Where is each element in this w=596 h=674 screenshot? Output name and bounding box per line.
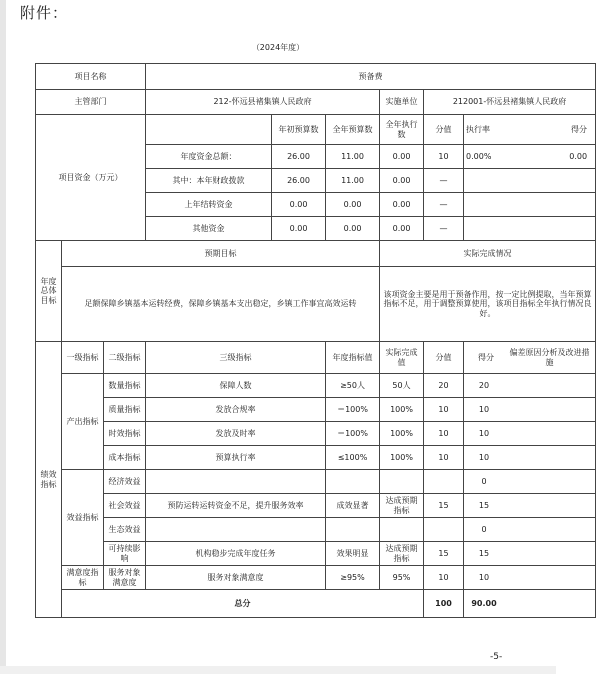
- indicator-score-cell: [464, 566, 596, 590]
- col-value: 分值: [424, 342, 464, 374]
- indicator-score-cell: [464, 422, 596, 446]
- department-row: [36, 90, 596, 115]
- indicator-value: 15: [424, 542, 464, 566]
- indicator-row: [36, 374, 596, 398]
- indicator-actual: 达成预期指标: [380, 494, 424, 518]
- indicator-score: 15: [478, 548, 490, 558]
- funds-empty: [464, 169, 596, 193]
- indicator-level2: 服务对象满意度: [104, 566, 146, 590]
- goals-header-row: [36, 241, 596, 267]
- indicator-actual: [380, 518, 424, 542]
- impl-label: 实施单位: [380, 90, 424, 115]
- indicator-level3: 发放合规率: [146, 398, 326, 422]
- total-score: 90.00: [471, 598, 497, 608]
- indicator-score: 15: [478, 500, 490, 510]
- indicator-value: 15: [424, 494, 464, 518]
- indicator-row: [36, 422, 596, 446]
- col-exec-rate: 执行率: [466, 124, 491, 134]
- satisfaction-indicators: 满意度指标: [62, 566, 104, 590]
- page-bottom-edge: [0, 666, 556, 674]
- expected-goal-header: 预期目标: [62, 241, 380, 267]
- col-actual: 实际完成值: [380, 342, 424, 374]
- attachment-label: 附件：: [20, 4, 69, 22]
- indicator-value: [424, 518, 464, 542]
- indicator-level2: 质量指标: [104, 398, 146, 422]
- funds-score-value: —: [424, 169, 464, 193]
- funds-row-label: 上年结转资金: [146, 193, 272, 217]
- indicator-level3: [146, 518, 326, 542]
- indicator-level2: 时效指标: [104, 422, 146, 446]
- indicator-value: 10: [424, 566, 464, 590]
- goals-content-row: [36, 267, 596, 342]
- col-level3: 三级指标: [146, 342, 326, 374]
- indicator-level2: 可持续影响: [104, 542, 146, 566]
- funds-executed: 0.00: [380, 169, 424, 193]
- col-annual-budget: 全年预算数: [326, 115, 380, 145]
- indicator-actual: [380, 470, 424, 494]
- indicator-score-cell: [464, 470, 596, 494]
- indicator-level2: 社会效益: [104, 494, 146, 518]
- funds-exec-rate: 0.00%: [466, 151, 492, 161]
- indicator-target: ≤100%: [326, 446, 380, 470]
- indicator-value: 20: [424, 374, 464, 398]
- total-score-cell: [464, 590, 596, 618]
- annual-goals-label: 年度总体目标: [36, 241, 62, 342]
- funds-annual: 0.00: [326, 217, 380, 241]
- indicator-level2: 数量指标: [104, 374, 146, 398]
- indicator-score-cell: [464, 446, 596, 470]
- funds-score-value: 10: [424, 145, 464, 169]
- project-name-label: 项目名称: [36, 64, 146, 90]
- indicator-score-cell: [464, 374, 596, 398]
- indicator-row: [36, 518, 596, 542]
- dept-label: 主管部门: [36, 90, 146, 115]
- indicator-value: 10: [424, 422, 464, 446]
- funds-score: 0.00: [569, 151, 588, 161]
- benefit-indicators: 效益指标: [62, 470, 104, 566]
- actual-result-text: 该项资金主要是用于预备作用，按一定比例提取，当年预算指标不足，用于调整预算使用，该项目指标全年执行情况良好。: [380, 267, 596, 342]
- funds-empty: [464, 193, 596, 217]
- indicator-target: [326, 518, 380, 542]
- indicator-actual: 100%: [380, 422, 424, 446]
- funds-executed: 0.00: [380, 217, 424, 241]
- funds-initial: 0.00: [272, 193, 326, 217]
- indicator-score-cell: [464, 518, 596, 542]
- indicator-header-row: [36, 342, 596, 374]
- project-name-row: [36, 64, 596, 90]
- funds-rate-score: [464, 145, 596, 169]
- col-exec-rate-score: [464, 115, 596, 145]
- indicator-row: [36, 398, 596, 422]
- total-value: 100: [424, 590, 464, 618]
- funds-row-label: 其他资金: [146, 217, 272, 241]
- funds-row-label: 其中：本年财政拨款: [146, 169, 272, 193]
- indicator-target: 成效显著: [326, 494, 380, 518]
- col-level1: 一级指标: [62, 342, 104, 374]
- col-annual-executed: 全年执行数: [380, 115, 424, 145]
- indicator-row: [36, 542, 596, 566]
- project-name: 预备费: [146, 64, 596, 90]
- indicator-target: [326, 470, 380, 494]
- page-edge: [0, 0, 6, 674]
- indicator-score: 10: [478, 452, 490, 462]
- indicator-target: ＝100%: [326, 422, 380, 446]
- col-score-value: 分值: [424, 115, 464, 145]
- indicator-level3: 发放及时率: [146, 422, 326, 446]
- funds-empty: [464, 217, 596, 241]
- funds-annual: 0.00: [326, 193, 380, 217]
- funds-executed: 0.00: [380, 145, 424, 169]
- output-indicators: 产出指标: [62, 374, 104, 470]
- total-row: [36, 590, 596, 618]
- funds-label: 项目资金（万元）: [36, 115, 146, 241]
- performance-table: [35, 63, 596, 618]
- indicator-value: 10: [424, 398, 464, 422]
- expected-goal-text: 足额保障乡镇基本运转经费，保障乡镇基本支出稳定，乡镇工作事宜高效运转: [62, 267, 380, 342]
- indicator-value: [424, 470, 464, 494]
- indicator-value: 10: [424, 446, 464, 470]
- performance-indicators-label: 绩效指标: [36, 342, 62, 618]
- col-score-deviation: [464, 342, 596, 374]
- indicator-actual: 95%: [380, 566, 424, 590]
- funds-initial: 26.00: [272, 145, 326, 169]
- indicator-score: 10: [478, 404, 490, 414]
- page-number: -5-: [490, 652, 503, 662]
- indicator-score: 20: [478, 380, 490, 390]
- indicator-level3: 保障人数: [146, 374, 326, 398]
- indicator-score-cell: [464, 494, 596, 518]
- indicator-actual: 50人: [380, 374, 424, 398]
- indicator-level2: 经济效益: [104, 470, 146, 494]
- indicator-target: 效果明显: [326, 542, 380, 566]
- actual-result-header: 实际完成情况: [380, 241, 596, 267]
- funds-header-blank: [146, 115, 272, 145]
- total-label: 总分: [62, 590, 424, 618]
- indicator-actual: 100%: [380, 446, 424, 470]
- indicator-row: [36, 566, 596, 590]
- funds-score-value: —: [424, 217, 464, 241]
- col-level2: 二级指标: [104, 342, 146, 374]
- dept-value: 212-怀远县褚集镇人民政府: [146, 90, 380, 115]
- funds-annual: 11.00: [326, 169, 380, 193]
- funds-score-value: —: [424, 193, 464, 217]
- indicator-level2: 生态效益: [104, 518, 146, 542]
- indicator-level3: 预算执行率: [146, 446, 326, 470]
- indicator-score: 10: [478, 428, 490, 438]
- col-target: 年度指标值: [326, 342, 380, 374]
- funds-initial: 0.00: [272, 217, 326, 241]
- funds-initial: 26.00: [272, 169, 326, 193]
- indicator-target: ≥95%: [326, 566, 380, 590]
- funds-executed: 0.00: [380, 193, 424, 217]
- indicator-level3: 服务对象满意度: [146, 566, 326, 590]
- indicator-target: ＝100%: [326, 398, 380, 422]
- funds-header-row: [36, 115, 596, 145]
- indicator-level3: 预防运转运转资金不足，提升服务效率: [146, 494, 326, 518]
- indicator-score: 0: [481, 524, 487, 534]
- indicator-score: 0: [481, 476, 487, 486]
- indicator-row: [36, 470, 596, 494]
- indicator-score: 10: [478, 572, 490, 582]
- col-deviation: 偏差原因分析及改进措施: [509, 348, 590, 367]
- col-initial-budget: 年初预算数: [272, 115, 326, 145]
- indicator-level3: 机构稳步完成年度任务: [146, 542, 326, 566]
- impl-value: 212001-怀远县褚集镇人民政府: [424, 90, 596, 115]
- col-score: 得分: [478, 352, 495, 362]
- indicator-target: ≥50人: [326, 374, 380, 398]
- funds-annual: 11.00: [326, 145, 380, 169]
- indicator-row: [36, 446, 596, 470]
- indicator-level2: 成本指标: [104, 446, 146, 470]
- indicator-actual: 达成预期指标: [380, 542, 424, 566]
- funds-row-label: 年度资金总额：: [146, 145, 272, 169]
- indicator-score-cell: [464, 542, 596, 566]
- indicator-score-cell: [464, 398, 596, 422]
- indicator-row: [36, 494, 596, 518]
- indicator-actual: 100%: [380, 398, 424, 422]
- indicator-level3: [146, 470, 326, 494]
- col-score: 得分: [571, 124, 588, 134]
- report-year: （2024年度）: [251, 43, 305, 52]
